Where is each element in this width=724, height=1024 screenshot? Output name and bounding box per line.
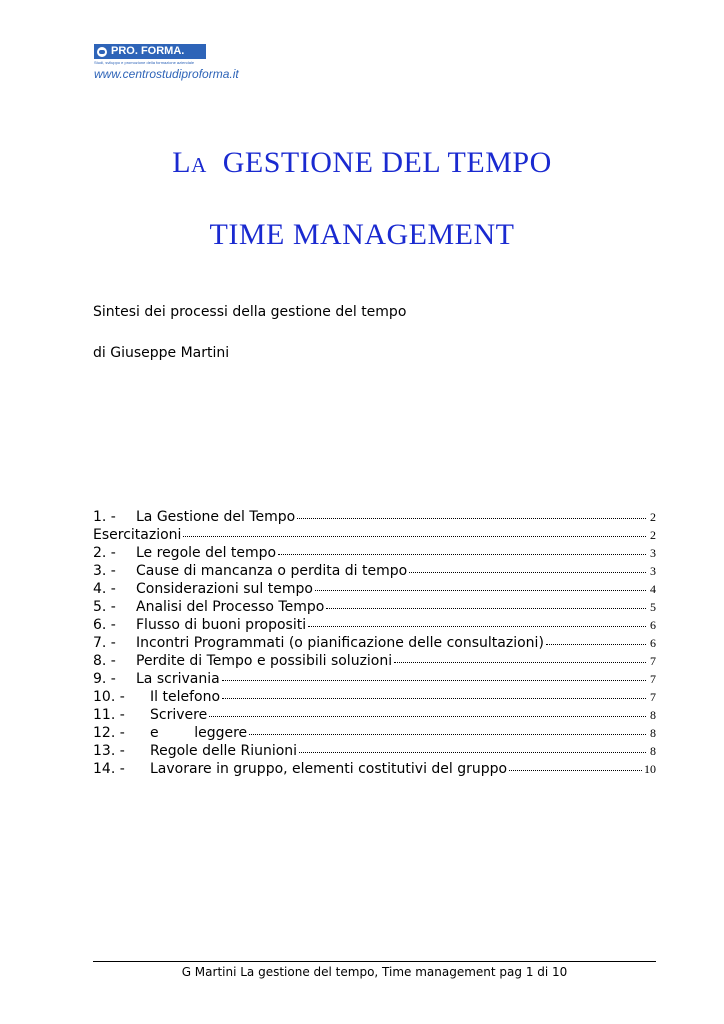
toc-number: 1. -	[93, 509, 116, 525]
toc-page: 6	[650, 636, 656, 650]
toc-page: 7	[650, 654, 656, 668]
toc-number: 6. -	[93, 617, 116, 633]
toc-number: 10. -	[93, 689, 125, 705]
toc-title: Lavorare in gruppo, elementi costitutivi del gruppo	[150, 761, 508, 777]
toc-title: e leggere	[150, 725, 248, 741]
toc-leader	[278, 554, 646, 555]
company-logo	[94, 44, 294, 86]
toc-number: 2. -	[93, 545, 116, 561]
toc-row[interactable]	[93, 707, 656, 725]
toc-leader	[299, 752, 646, 753]
toc-leader	[222, 680, 646, 681]
toc-leader	[308, 626, 646, 627]
toc-row[interactable]	[93, 509, 656, 527]
summary-line: Sintesi dei processi della gestione del tempo	[93, 304, 407, 320]
toc-row[interactable]	[93, 761, 656, 779]
toc-page: 2	[650, 528, 656, 542]
toc-leader	[409, 572, 646, 573]
toc-title: Le regole del tempo	[136, 545, 277, 561]
toc-number: 4. -	[93, 581, 116, 597]
document-subtitle-title: TIME MANAGEMENT	[209, 218, 515, 251]
footer-divider	[93, 961, 656, 962]
toc-title: Flusso di buoni propositi	[136, 617, 307, 633]
toc-row[interactable]	[93, 527, 656, 545]
toc-row[interactable]	[93, 617, 656, 635]
toc-number: 12. -	[93, 725, 125, 741]
toc-row[interactable]	[93, 581, 656, 599]
toc-page: 5	[650, 600, 656, 614]
toc-leader	[326, 608, 646, 609]
toc-leader	[249, 734, 646, 735]
toc-number: 11. -	[93, 707, 125, 723]
logo-url: www.centrostudiproforma.it	[94, 67, 239, 81]
toc-row[interactable]	[93, 671, 656, 689]
page-footer: G Martini La gestione del tempo, Time management pag 1 di 10	[181, 965, 568, 979]
toc-page: 7	[650, 690, 656, 704]
toc-page: 3	[650, 546, 656, 560]
toc-row[interactable]	[93, 635, 656, 653]
toc-title: Il telefono	[150, 689, 221, 705]
toc-leader	[394, 662, 646, 663]
toc-title: La Gestione del Tempo	[136, 509, 296, 525]
toc-number: 7. -	[93, 635, 116, 651]
toc-page: 7	[650, 672, 656, 686]
toc-leader	[509, 770, 642, 771]
toc-row[interactable]	[93, 545, 656, 563]
toc-title: Scrivere	[150, 707, 208, 723]
toc-title: La scrivania	[136, 671, 220, 687]
toc-leader	[209, 716, 646, 717]
logo-badge	[94, 44, 206, 59]
toc-leader	[222, 698, 646, 699]
toc-page: 2	[650, 510, 656, 524]
logo-brand: PRO. FORMA.	[111, 45, 185, 57]
toc-number: 9. -	[93, 671, 116, 687]
toc-title: Cause di mancanza o perdita di tempo	[136, 563, 408, 579]
toc-page: 8	[650, 708, 656, 722]
toc-row[interactable]	[93, 653, 656, 671]
toc-row[interactable]	[93, 743, 656, 761]
toc-page: 8	[650, 726, 656, 740]
toc-title: Regole delle Riunioni	[150, 743, 298, 759]
toc-title: Considerazioni sul tempo	[136, 581, 313, 597]
toc-title: Incontri Programmati (o pianificazione delle consultazioni)	[136, 635, 544, 651]
toc-number: 8. -	[93, 653, 116, 669]
toc-row[interactable]	[93, 689, 656, 707]
toc-page: 6	[650, 618, 656, 632]
toc-row[interactable]	[93, 725, 656, 743]
toc-row[interactable]	[93, 563, 656, 581]
toc-title: Esercitazioni	[93, 527, 182, 543]
toc-page: 4	[650, 582, 656, 596]
author-line: di Giuseppe Martini	[93, 345, 230, 361]
toc-title: Analisi del Processo Tempo	[136, 599, 325, 615]
toc-number: 14. -	[93, 761, 125, 777]
logo-mark-icon	[97, 47, 107, 57]
toc-title: Perdite di Tempo e possibili soluzioni	[136, 653, 393, 669]
toc-page: 8	[650, 744, 656, 758]
title-prefix: La	[172, 146, 207, 179]
toc-number: 13. -	[93, 743, 125, 759]
toc-leader	[297, 518, 646, 519]
toc-number: 3. -	[93, 563, 116, 579]
toc-leader	[546, 644, 646, 645]
toc-number: 5. -	[93, 599, 116, 615]
toc-page: 3	[650, 564, 656, 578]
toc-page: 10	[644, 762, 656, 776]
title-main: GESTIONE DEL TEMPO	[222, 146, 552, 179]
toc-leader	[183, 536, 646, 537]
logo-tagline: Studi, sviluppo e promozione della formazione aziendale	[94, 60, 195, 65]
toc-leader	[315, 590, 646, 591]
document-title	[0, 146, 724, 180]
table-of-contents	[93, 509, 656, 779]
toc-row[interactable]	[93, 599, 656, 617]
